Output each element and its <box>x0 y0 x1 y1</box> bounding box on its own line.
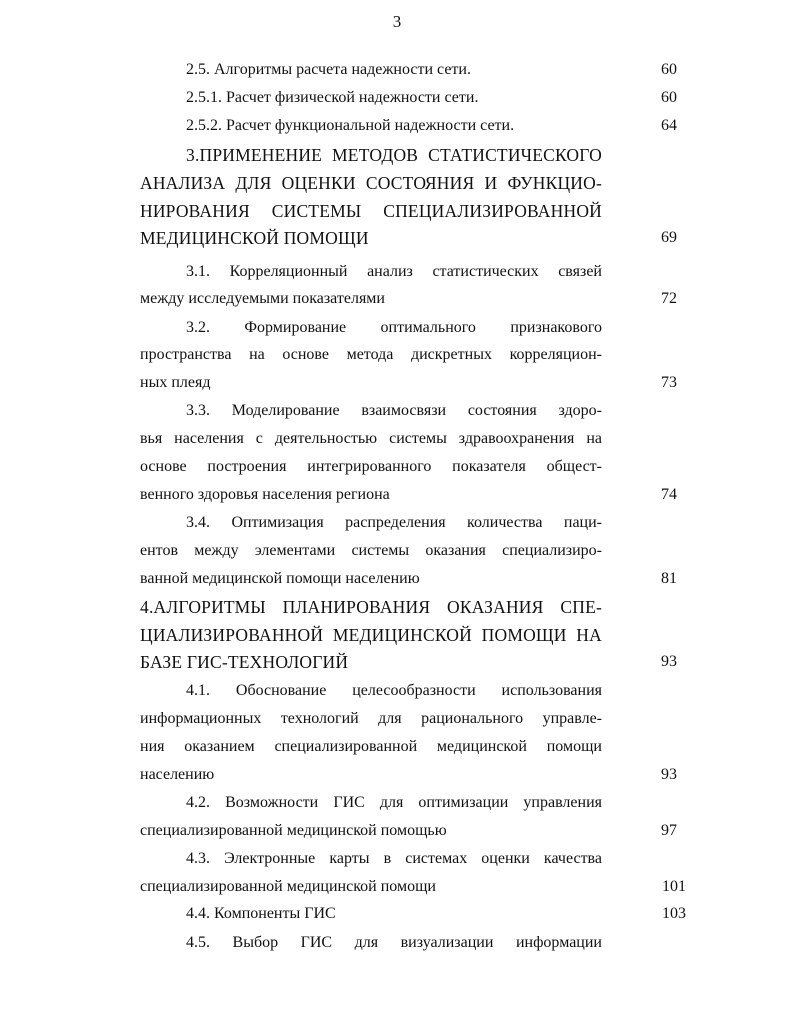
toc-line: ния оказанием специализированной медицинской помощи <box>140 738 602 755</box>
toc-line: 4.2. Возможности ГИС для оптимизации управления <box>186 794 602 811</box>
page-number: 3 <box>392 12 402 31</box>
toc-line: 4.3. Электронные карты в системах оценки качества <box>186 850 602 867</box>
toc-page-number: 97 <box>661 822 677 839</box>
toc-line: 4.5. Выбор ГИС для визуализации информации <box>186 934 602 951</box>
toc-line: 2.5. Алгоритмы расчета надежности сети. <box>186 61 471 78</box>
toc-page-number: 93 <box>661 653 677 670</box>
toc-page-number: 103 <box>662 905 686 922</box>
toc-line: специализированной медицинской помощью <box>140 822 447 839</box>
toc-page-number: 101 <box>662 878 686 895</box>
toc-page-number: 93 <box>661 766 677 783</box>
toc-line: венного здоровья населения региона <box>140 486 390 503</box>
toc-page-number: 73 <box>661 374 677 391</box>
toc-line: 2.5.2. Расчет функциональной надежности сети. <box>186 117 515 134</box>
toc-line: ванной медицинской помощи населению <box>140 570 420 587</box>
toc-line: 4.1. Обоснование целесообразности использования <box>186 682 602 699</box>
toc-line: ентов между элементами системы оказания специализиро- <box>140 542 602 559</box>
toc-chapter-line: 4.АЛГОРИТМЫ ПЛАНИРОВАНИЯ ОКАЗАНИЯ СПЕ- <box>140 597 602 617</box>
toc-page-number: 81 <box>661 570 677 587</box>
toc-line: ных плеяд <box>140 374 211 391</box>
toc-line: населению <box>140 766 215 783</box>
toc-line: 2.5.1. Расчет физической надежности сети. <box>186 89 479 106</box>
toc-page-number: 69 <box>661 229 677 246</box>
toc-line: 4.4. Компоненты ГИС <box>186 905 336 922</box>
toc-chapter-line: 3.ПРИМЕНЕНИЕ МЕТОДОВ СТАТИСТИЧЕСКОГО <box>186 145 602 165</box>
toc-line: основе построения интегрированного показателя общест- <box>140 458 602 475</box>
toc-line: специализированной медицинской помощи <box>140 878 436 895</box>
toc-page-number: 60 <box>661 89 677 106</box>
toc-chapter-line: НИРОВАНИЯ СИСТЕМЫ СПЕЦИАЛИЗИРОВАННОЙ <box>140 201 602 221</box>
toc-line: 3.4. Оптимизация распределения количества паци- <box>186 514 602 531</box>
toc-line: вья населения с деятельностью системы здравоохранения на <box>140 430 602 447</box>
toc-chapter-line: МЕДИЦИНСКОЙ ПОМОЩИ <box>140 228 369 248</box>
toc-page-number: 60 <box>661 61 677 78</box>
toc-chapter-line: ЦИАЛИЗИРОВАННОЙ МЕДИЦИНСКОЙ ПОМОЩИ НА <box>140 625 602 645</box>
toc-page-number: 72 <box>661 290 677 307</box>
toc-chapter-line: БАЗЕ ГИС-ТЕХНОЛОГИЙ <box>140 652 349 672</box>
toc-page-number: 64 <box>661 117 677 134</box>
toc-line: пространства на основе метода дискретных корреляцион- <box>140 346 602 363</box>
toc-line: между исследуемыми показателями <box>140 290 385 307</box>
toc-line: 3.2. Формирование оптимального признакового <box>186 319 602 336</box>
toc-line: 3.3. Моделирование взаимосвязи состояния здоро- <box>186 402 602 419</box>
toc-line: информационных технологий для рационального управле- <box>140 710 602 727</box>
toc-chapter-line: АНАЛИЗА ДЛЯ ОЦЕНКИ СОСТОЯНИЯ И ФУНКЦИО- <box>140 173 602 193</box>
toc-page-number: 74 <box>661 486 677 503</box>
toc-line: 3.1. Корреляционный анализ статистических связей <box>186 263 602 280</box>
